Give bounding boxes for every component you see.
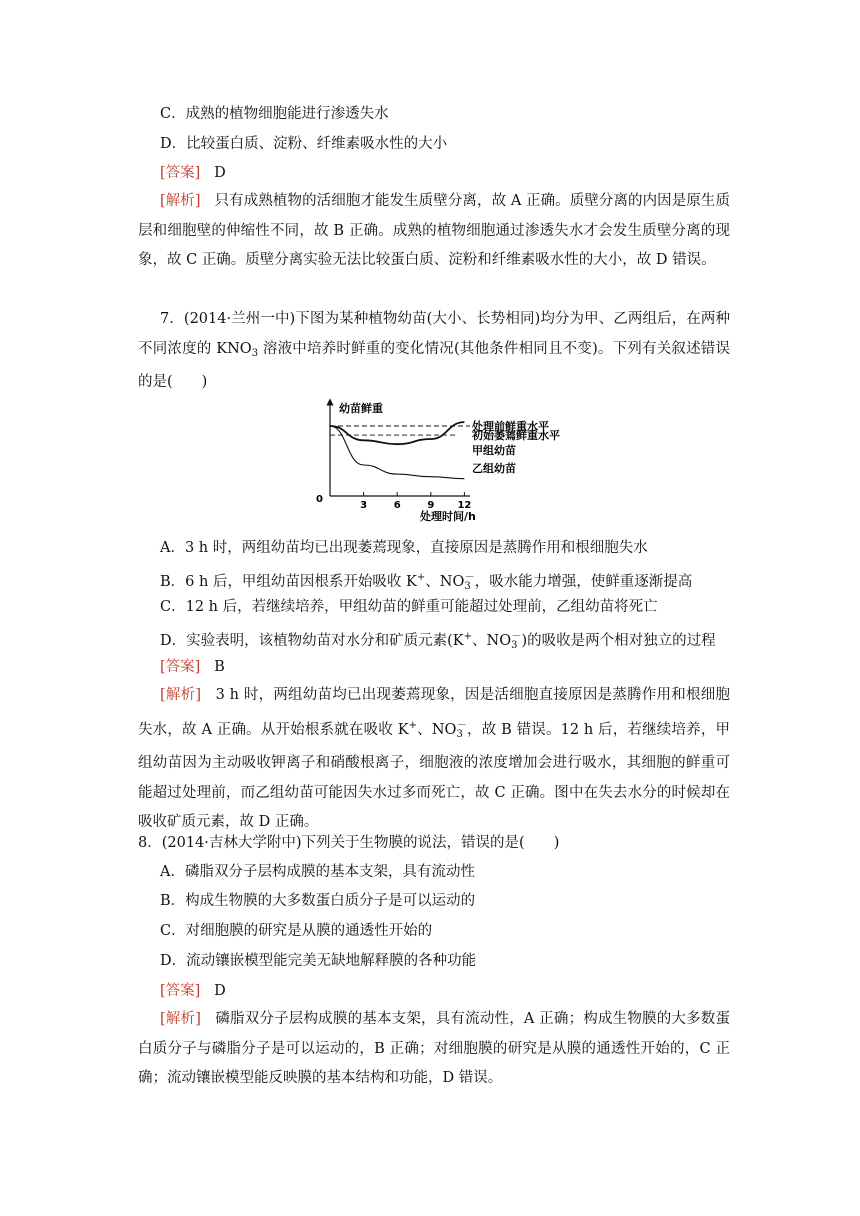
- q8-stem: 8．(2014·吉林大学附中)下列关于生物膜的说法，错误的是( ): [138, 835, 560, 851]
- q8-option-c: C．对细胞膜的研究是从膜的通透性开始的: [160, 923, 433, 939]
- q8-analysis: [138, 1005, 730, 1094]
- q6-answer: [160, 163, 226, 183]
- reference-line-label: 初始萎蔫鲜重水平: [472, 429, 560, 443]
- analysis-tag: [解析]: [160, 1011, 201, 1027]
- superscript: +: [408, 719, 417, 731]
- x-axis-label: 处理时间/h: [420, 510, 476, 523]
- answer-tag: [答案]: [160, 165, 201, 181]
- x-ticks: [360, 492, 471, 511]
- q8-option-d: D．流动镶嵌模型能完美无缺地解释膜的各种功能: [160, 953, 477, 969]
- superscript: －: [511, 631, 522, 642]
- q8-option-b: B．构成生物膜的大多数蛋白质分子是可以运动的: [160, 893, 476, 909]
- q7-stem-part: 7．(2014·兰州一中)下图为某种植物幼苗(大小、长势相同)均分为甲、乙两组后，在两种不同浓度的 KNO: [138, 311, 730, 357]
- x-tick-label: 9: [427, 500, 435, 511]
- text-part: ，吸水能力增强，使鲜重逐渐提高: [474, 574, 693, 590]
- q8-option-a: A．磷脂双分子层构成膜的基本支架，具有流动性: [160, 864, 475, 880]
- q6-analysis: [138, 187, 730, 276]
- q7-option-b: [160, 568, 692, 597]
- series-line: [330, 422, 464, 444]
- answer-tag: [答案]: [160, 983, 201, 999]
- y-axis-label: 幼苗鲜重: [339, 402, 383, 415]
- text-part: D．实验表明，该植物幼苗对水分和矿质元素(K: [160, 633, 464, 649]
- superscript: +: [463, 631, 473, 642]
- analysis-text: ，故 B 错误。12 h 后，若继续培养，甲组幼苗因为主动吸收钾离子和硝酸根离子，细胞液的浓度增加会进行吸水，其细胞的鲜重可能超过处理前，而乙组幼苗可能因失水过多而死亡，故 C 正确。图中在失去水分的时候却在吸收矿质元素，故 D 正确。: [138, 721, 730, 830]
- analysis-text: 3 h 时，两组幼苗均已出现萎蔫现象，因是活细胞直接原因是蒸腾作用和根细胞失水，故 A 正确。从开始根系就在吸收 K: [138, 687, 730, 738]
- origin-label: 0: [316, 494, 323, 505]
- fresh-weight-chart: [316, 398, 580, 528]
- superscript: +: [416, 572, 426, 583]
- q7-answer: [160, 657, 225, 677]
- analysis-text: 、NO: [417, 721, 457, 738]
- q7-stem: [138, 305, 730, 398]
- x-tick-label: 12: [457, 500, 472, 511]
- analysis-text: 磷脂双分子层构成膜的基本支架，具有流动性，A 正确；构成生物膜的大多数蛋白质分子与磷脂分子是可以运动的，B 正确；对细胞膜的研究是从膜的通透性开始的，C 正确；流动镶嵌模型能反映膜的基本结构和功能，D 错误。: [138, 1011, 731, 1086]
- x-tick-label: 3: [360, 500, 368, 511]
- x-tick-label: 6: [393, 500, 401, 511]
- reference-lines: [330, 419, 560, 442]
- text-part: 、NO: [472, 633, 512, 649]
- reference-line-label: 处理前鲜重水平: [472, 420, 549, 433]
- text-part: 、NO: [425, 574, 465, 590]
- subscript: 3: [456, 728, 463, 740]
- answer-value: B: [214, 659, 225, 675]
- q6-option-d: D．比较蛋白质、淀粉、纤维素吸水性的大小: [160, 136, 448, 152]
- superscript: －: [464, 572, 475, 583]
- q7-analysis: [138, 681, 730, 838]
- analysis-tag: [解析]: [160, 193, 201, 209]
- text-part: )的吸收是两个相对独立的过程: [521, 633, 716, 649]
- answer-tag: [答案]: [160, 659, 201, 675]
- q6-option-c: C．成熟的植物细胞能进行渗透失水: [160, 106, 389, 122]
- q8-answer: [160, 981, 226, 1001]
- subscript: 3: [464, 581, 471, 592]
- q7-stem-part: 溶液中培养时鲜重的变化情况(其他条件相同且不变)。下列有关叙述错误的是( ): [138, 340, 730, 390]
- answer-value: D: [214, 165, 226, 181]
- subscript: 3: [251, 347, 259, 359]
- series-label: 甲组幼苗: [472, 444, 516, 457]
- superscript: －: [456, 719, 467, 731]
- answer-value: D: [214, 983, 226, 999]
- text-part: B．6 h 后，甲组幼苗因根系开始吸收 K: [160, 574, 417, 590]
- analysis-tag: [解析]: [160, 687, 202, 703]
- q7-option-a: A．3 h 时，两组幼苗均已出现萎蔫现象，直接原因是蒸腾作用和根细胞失水: [160, 540, 648, 556]
- series-label: 乙组幼苗: [472, 462, 516, 475]
- subscript: 3: [511, 640, 518, 651]
- q7-option-c: C．12 h 后，若继续培养，甲组幼苗的鲜重可能超过处理前，乙组幼苗将死亡: [160, 599, 658, 615]
- q7-option-d: [160, 627, 716, 656]
- analysis-text: 只有成熟植物的活细胞才能发生质壁分离，故 A 正确。质壁分离的内因是原生质层和细胞壁的伸缩性不同，故 B 正确。成熟的植物细胞通过渗透失水才会发生质壁分离的现象，故 C 正确。质壁分离实验无法比较蛋白质、淀粉和纤维素吸水性的大小，故 D 错误。: [138, 193, 730, 268]
